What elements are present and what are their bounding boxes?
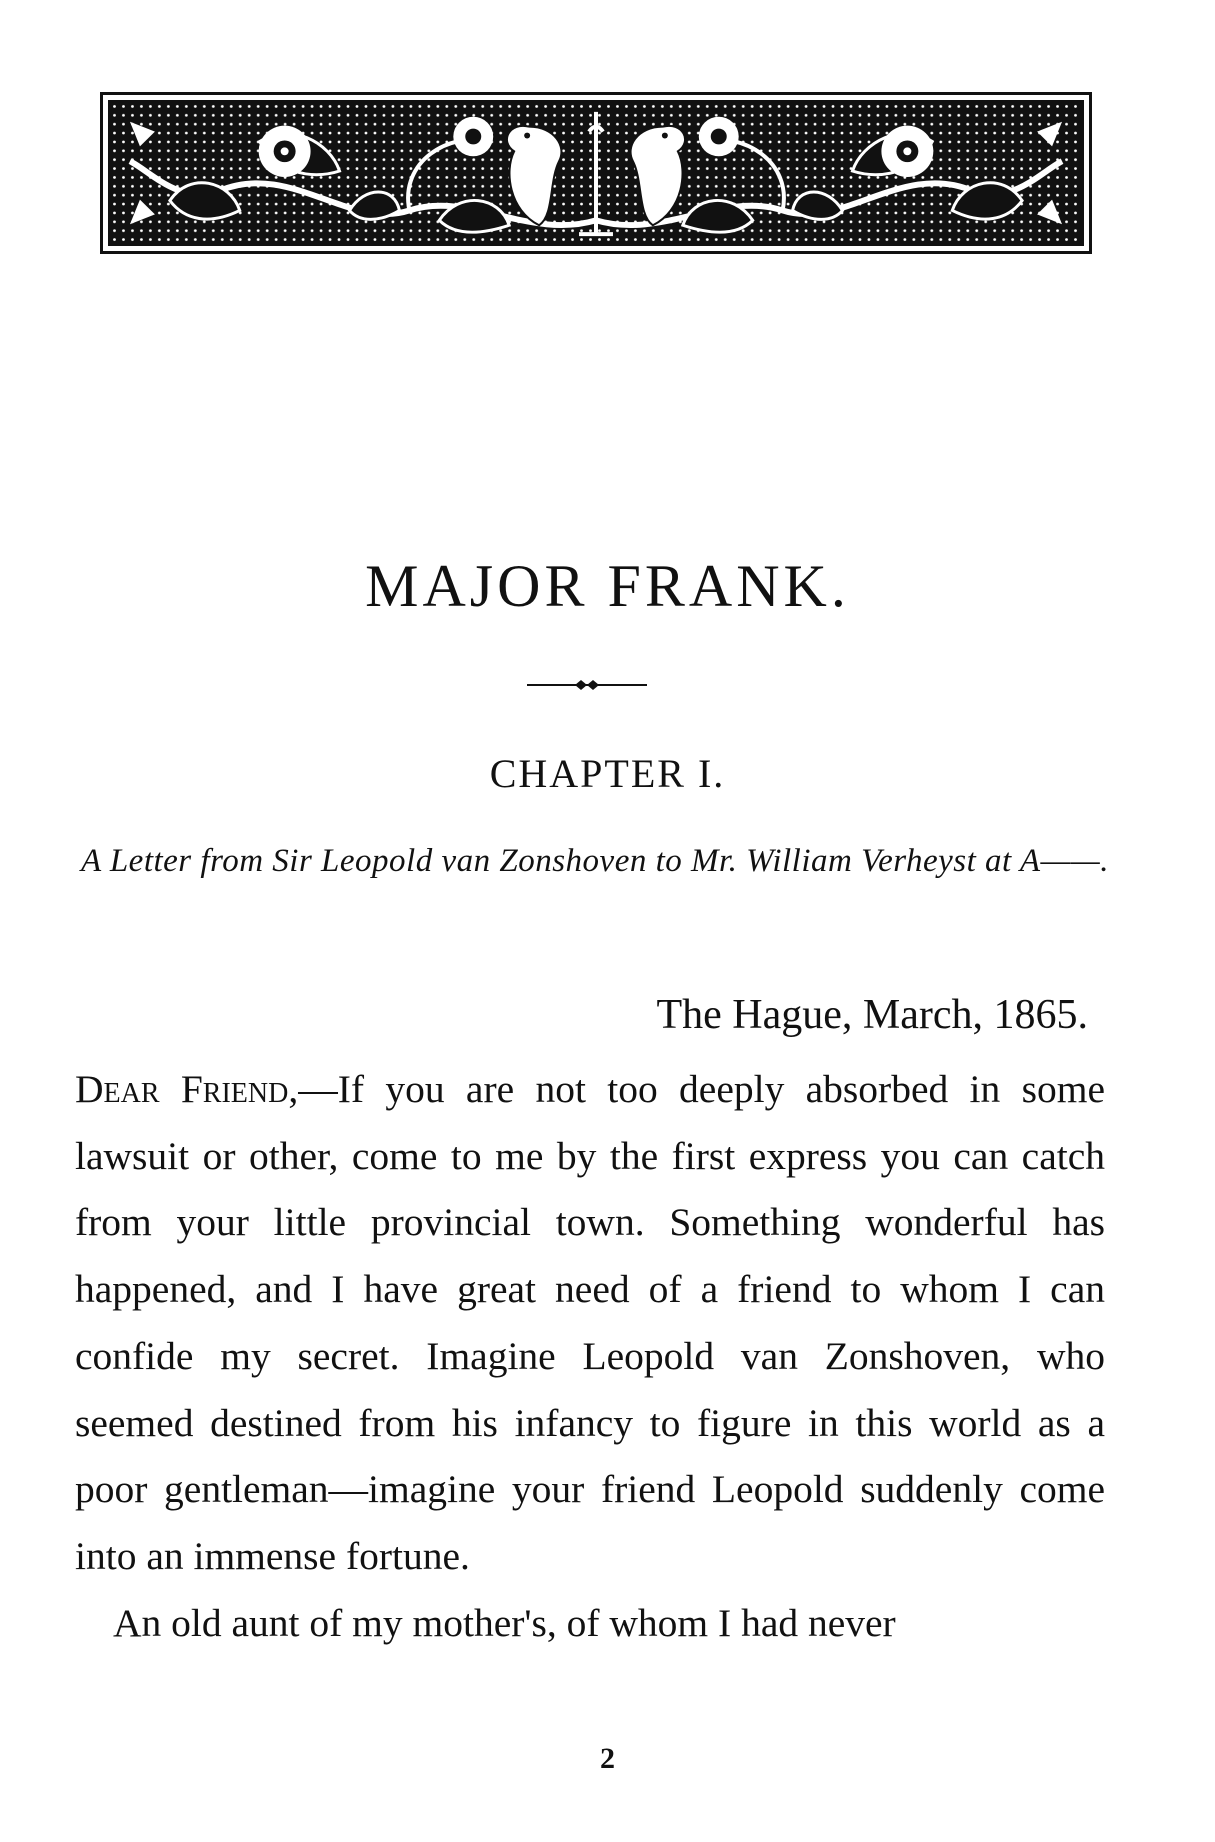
salutation: Dear Friend, [75, 1067, 299, 1111]
paragraph-second: An old aunt of my mother's, of whom I had never [113, 1600, 896, 1645]
paragraph-first [75, 1056, 1105, 1590]
ornamental-headpiece [100, 92, 1092, 254]
paragraph-first-text: —If you are not too deeply absorbed in some lawsuit or other, come to me by the first express you can catch from your little provincial town. Something wonderful has happened, and I have great need of a friend to whom I can confide my secret. Imagine Leopold van Zonshoven, who seemed destined from his infancy to figure in this world as a poor gentleman—imagine your friend Leopold suddenly come into an immense fortune. [75, 1067, 1105, 1578]
letter-body [75, 1056, 1105, 1656]
chapter-subtitle: A Letter from Sir Leopold van Zonshoven to Mr. William Verheyst at A——. [81, 843, 1109, 879]
foliage-ornament-icon [110, 102, 1082, 244]
headpiece-ornament-band [108, 100, 1084, 246]
chapter-heading: CHAPTER I. [489, 751, 726, 796]
ornamental-rule-icon [527, 678, 647, 692]
page-number: 2 [600, 1742, 615, 1775]
book-title: MAJOR FRANK. [365, 553, 850, 619]
letter-dateline: The Hague, March, 1865. [656, 992, 1088, 1038]
